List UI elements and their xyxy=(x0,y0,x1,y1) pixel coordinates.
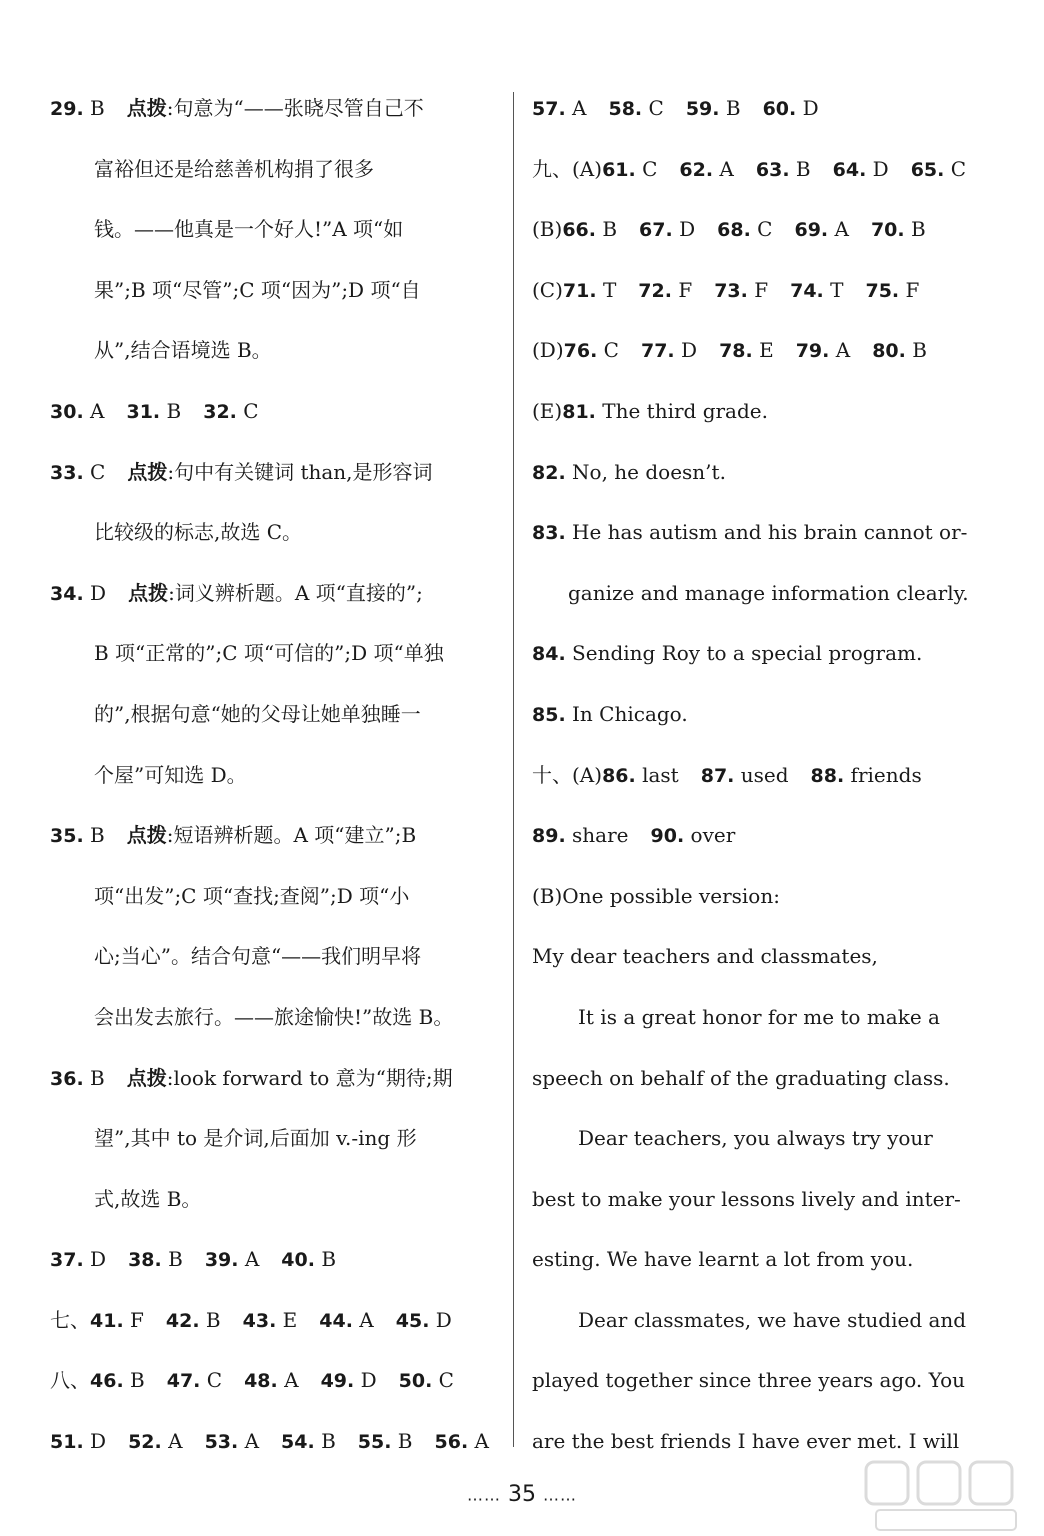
text-segment: A xyxy=(83,398,105,423)
text-line xyxy=(532,1048,977,1109)
text-line xyxy=(532,381,977,442)
text-line xyxy=(50,320,490,381)
text-segment: A xyxy=(829,338,851,363)
question-number: 35. xyxy=(50,825,84,848)
text-segment: C xyxy=(750,217,773,242)
text-segment: C xyxy=(236,398,259,423)
text-segment: A xyxy=(565,96,587,120)
text-segment: (E) xyxy=(532,398,563,423)
text-segment: It is a great honor for me to make a xyxy=(578,1004,940,1029)
question-number: 50. xyxy=(398,1370,433,1393)
text-line xyxy=(50,442,490,503)
text-segment: 项“出发”;C 项“查找;查阅”;D 项“小 xyxy=(94,883,410,908)
text-segment: ganize and manage information clearly. xyxy=(568,580,969,605)
question-number: 37. xyxy=(50,1249,84,1272)
text-line xyxy=(50,805,490,866)
watermark-logo-icon xyxy=(836,1454,1036,1534)
text-line xyxy=(50,866,490,927)
question-number: 81. xyxy=(562,400,596,423)
text-segment: :短语辨析题。A 项“建立”;B xyxy=(166,823,417,848)
text-segment: C xyxy=(597,338,619,363)
text-line xyxy=(532,745,977,806)
question-number: 59. xyxy=(685,98,720,120)
text-segment: over xyxy=(684,823,736,848)
hint-label: 点拨 xyxy=(126,96,167,120)
text-line xyxy=(50,1108,490,1169)
text-line xyxy=(50,563,490,624)
text-line xyxy=(532,805,977,866)
text-line xyxy=(50,926,490,987)
text-segment: A xyxy=(828,217,849,242)
text-line xyxy=(532,442,977,503)
question-number: 72. xyxy=(638,279,672,302)
hint-label: 点拨 xyxy=(127,459,168,484)
text-line xyxy=(532,1229,977,1290)
question-number: 65. xyxy=(910,158,945,181)
text-line xyxy=(532,139,977,200)
text-segment: E xyxy=(276,1307,298,1332)
text-segment: 富裕但还是给慈善机构捐了很多 xyxy=(94,156,374,181)
question-number: 80. xyxy=(872,340,906,363)
question-number: 42. xyxy=(165,1309,200,1332)
question-number: 48. xyxy=(244,1370,278,1393)
question-number: 86. xyxy=(602,764,636,787)
text-line xyxy=(532,684,977,745)
text-segment: 七、 xyxy=(50,1307,90,1332)
text-segment: 式,故选 B。 xyxy=(94,1186,202,1211)
text-segment: In Chicago. xyxy=(565,701,688,726)
question-number: 63. xyxy=(755,158,790,181)
column-divider xyxy=(513,92,514,1447)
text-segment: D xyxy=(83,580,107,605)
text-line xyxy=(50,1169,490,1230)
text-segment: B xyxy=(314,1429,336,1454)
text-segment: B xyxy=(83,823,105,848)
text-segment: C xyxy=(200,1368,223,1393)
text-line xyxy=(50,1411,490,1472)
text-line xyxy=(532,199,977,260)
text-segment: C xyxy=(944,156,967,181)
question-number: 51. xyxy=(50,1431,84,1454)
question-number: 46. xyxy=(90,1370,124,1393)
text-line xyxy=(50,1229,490,1290)
left-column xyxy=(50,78,490,1472)
text-line xyxy=(532,1169,977,1230)
text-segment: friends xyxy=(844,762,922,787)
text-segment: C xyxy=(642,96,664,120)
text-segment: B xyxy=(123,1368,145,1393)
question-number: 69. xyxy=(794,219,829,242)
text-line xyxy=(532,866,977,927)
text-segment: used xyxy=(734,762,789,787)
text-segment: 心;当心”。结合句意“——我们明早将 xyxy=(94,944,422,969)
text-segment: best to make your lessons lively and inter- xyxy=(532,1186,961,1211)
text-segment: E xyxy=(752,338,774,363)
question-number: 61. xyxy=(602,158,636,181)
text-segment: C xyxy=(432,1368,454,1393)
text-segment: B 项“正常的”;C 项“可信的”;D 项“单独 xyxy=(94,641,444,666)
text-line xyxy=(532,623,977,684)
text-line xyxy=(50,260,490,321)
text-segment: He has autism and his brain cannot or- xyxy=(565,520,968,545)
text-segment: A xyxy=(238,1429,260,1454)
text-segment: :look forward to 意为“期待;期 xyxy=(166,1065,453,1090)
question-number: 58. xyxy=(608,98,643,120)
question-number: 76. xyxy=(563,340,598,363)
text-segment: speech on behalf of the graduating class. xyxy=(532,1065,950,1090)
hint-label: 点拨 xyxy=(126,823,167,848)
text-segment: played together since three years ago. You xyxy=(532,1368,966,1393)
text-line xyxy=(532,563,977,624)
text-segment: B xyxy=(904,217,926,242)
question-number: 53. xyxy=(204,1431,239,1454)
right-column xyxy=(532,78,977,1472)
text-segment: A xyxy=(713,156,734,181)
text-segment: F xyxy=(123,1307,144,1332)
question-number: 41. xyxy=(90,1309,124,1332)
text-segment: 从”,结合语境选 B。 xyxy=(94,338,272,363)
text-line xyxy=(532,502,977,563)
text-segment: 八、 xyxy=(50,1368,90,1393)
text-segment: esting. We have learnt a lot from you. xyxy=(532,1247,914,1272)
text-line xyxy=(532,987,977,1048)
question-number: 31. xyxy=(126,400,161,423)
text-segment: B xyxy=(314,1247,337,1272)
text-line xyxy=(50,502,490,563)
text-segment: A xyxy=(352,1307,374,1332)
hint-label: 点拨 xyxy=(126,1065,167,1090)
text-segment: F xyxy=(899,277,920,302)
text-segment: D xyxy=(796,96,819,120)
text-segment: B xyxy=(719,96,741,120)
text-line xyxy=(50,1290,490,1351)
text-segment: D xyxy=(83,1429,107,1454)
text-segment: (C) xyxy=(532,277,563,302)
text-segment: Dear classmates, we have studied and xyxy=(578,1307,967,1332)
question-number: 52. xyxy=(128,1431,162,1454)
text-segment: B xyxy=(83,1065,105,1090)
question-number: 67. xyxy=(639,219,673,242)
text-segment: T xyxy=(596,277,617,302)
text-segment: :句中有关键词 than,是形容词 xyxy=(167,459,433,484)
question-number: 60. xyxy=(762,98,797,120)
text-segment: A xyxy=(468,1429,489,1454)
question-number: 54. xyxy=(281,1431,315,1454)
question-number: 45. xyxy=(395,1309,430,1332)
question-number: 43. xyxy=(242,1309,277,1332)
text-line xyxy=(50,139,490,200)
text-segment: No, he doesn’t. xyxy=(565,459,726,484)
text-segment: D xyxy=(429,1307,452,1332)
text-segment: B xyxy=(199,1307,221,1332)
question-number: 57. xyxy=(532,98,566,120)
text-line xyxy=(532,260,977,321)
text-segment: C xyxy=(635,156,658,181)
question-number: 62. xyxy=(679,158,714,181)
text-segment: B xyxy=(161,1247,183,1272)
text-segment: B xyxy=(595,217,618,242)
text-line xyxy=(50,745,490,806)
text-segment: F xyxy=(747,277,769,302)
text-line xyxy=(50,987,490,1048)
text-line xyxy=(50,381,490,442)
text-segment: 望”,其中 to 是介词,后面加 v.-ing 形 xyxy=(94,1126,417,1151)
question-number: 84. xyxy=(532,643,566,666)
question-number: 33. xyxy=(50,461,84,484)
hint-label: 点拨 xyxy=(128,580,169,605)
text-segment: are the best friends I have ever met. I will xyxy=(532,1429,960,1454)
text-line xyxy=(532,926,977,987)
text-line xyxy=(532,320,977,381)
footer-dots-right: …… xyxy=(543,1485,577,1505)
text-segment: share xyxy=(565,823,629,848)
text-segment: Dear teachers, you always try your xyxy=(578,1126,933,1151)
text-segment: D xyxy=(672,217,696,242)
text-segment: A xyxy=(238,1247,260,1272)
question-number: 64. xyxy=(832,158,867,181)
question-number: 39. xyxy=(204,1249,239,1272)
text-segment: 果”;B 项“尽管”;C 项“因为”;D 项“自 xyxy=(94,277,421,302)
question-number: 29. xyxy=(50,98,84,120)
text-segment: last xyxy=(635,762,679,787)
question-number: 74. xyxy=(790,279,824,302)
text-segment: B xyxy=(905,338,927,363)
text-segment: 十、(A) xyxy=(532,762,603,787)
question-number: 78. xyxy=(719,340,753,363)
text-line xyxy=(50,199,490,260)
question-number: 79. xyxy=(795,340,830,363)
text-segment: F xyxy=(671,277,693,302)
question-number: 66. xyxy=(562,219,596,242)
text-segment: My dear teachers and classmates, xyxy=(532,944,878,969)
text-segment: Sending Roy to a special program. xyxy=(565,641,923,666)
text-segment: :词义辨析题。A 项“直接的”; xyxy=(168,580,423,605)
text-segment: 九、(A) xyxy=(532,156,603,181)
text-line xyxy=(50,1350,490,1411)
text-segment: T xyxy=(823,277,844,302)
text-segment: 个屋”可知选 D。 xyxy=(94,762,247,787)
text-segment: 的”,根据句意“她的父母让她单独睡一 xyxy=(94,701,421,726)
question-number: 85. xyxy=(532,703,566,726)
question-number: 34. xyxy=(50,582,84,605)
text-segment: (B) xyxy=(532,217,563,242)
text-segment: B xyxy=(391,1429,413,1454)
text-line xyxy=(532,78,977,139)
question-number: 88. xyxy=(810,764,845,787)
text-line xyxy=(50,684,490,745)
question-number: 32. xyxy=(203,400,237,423)
text-segment: 比较级的标志,故选 C。 xyxy=(94,520,303,545)
question-number: 90. xyxy=(650,825,685,848)
text-segment: D xyxy=(83,1247,107,1272)
question-number: 71. xyxy=(562,279,597,302)
question-number: 47. xyxy=(166,1370,201,1393)
text-line xyxy=(532,1290,977,1351)
text-segment: B xyxy=(83,96,105,120)
page-number: 35 xyxy=(508,1482,536,1507)
text-segment: 会出发去旅行。——旅途愉快!”故选 B。 xyxy=(94,1004,454,1029)
question-number: 75. xyxy=(865,279,900,302)
text-segment: B xyxy=(160,398,182,423)
question-number: 30. xyxy=(50,400,84,423)
question-number: 89. xyxy=(532,825,566,848)
question-number: 40. xyxy=(281,1249,315,1272)
text-segment: (B)One possible version: xyxy=(532,883,780,908)
text-segment: A xyxy=(277,1368,299,1393)
text-segment: The third grade. xyxy=(595,398,768,423)
text-line xyxy=(532,1350,977,1411)
text-segment: D xyxy=(674,338,698,363)
question-number: 56. xyxy=(434,1431,469,1454)
question-number: 36. xyxy=(50,1067,84,1090)
question-number: 83. xyxy=(532,522,566,545)
question-number: 44. xyxy=(319,1309,353,1332)
text-segment: 钱。——他真是一个好人!”A 项“如 xyxy=(94,217,404,242)
question-number: 82. xyxy=(532,461,566,484)
text-segment: C xyxy=(83,459,106,484)
question-number: 70. xyxy=(870,219,905,242)
text-segment: D xyxy=(354,1368,377,1393)
footer-dots-left: …… xyxy=(467,1485,501,1505)
question-number: 68. xyxy=(717,219,751,242)
text-line xyxy=(50,78,490,139)
question-number: 49. xyxy=(320,1370,355,1393)
question-number: 38. xyxy=(128,1249,162,1272)
question-number: 73. xyxy=(714,279,748,302)
text-line xyxy=(50,623,490,684)
text-line xyxy=(50,1048,490,1109)
text-segment: :句意为“——张晓尽管自己不 xyxy=(166,96,424,120)
text-segment: (D) xyxy=(532,338,564,363)
question-number: 55. xyxy=(357,1431,392,1454)
text-segment: B xyxy=(789,156,811,181)
text-segment: D xyxy=(866,156,889,181)
question-number: 77. xyxy=(640,340,675,363)
text-line xyxy=(532,1108,977,1169)
text-segment: A xyxy=(161,1429,183,1454)
question-number: 87. xyxy=(700,764,735,787)
